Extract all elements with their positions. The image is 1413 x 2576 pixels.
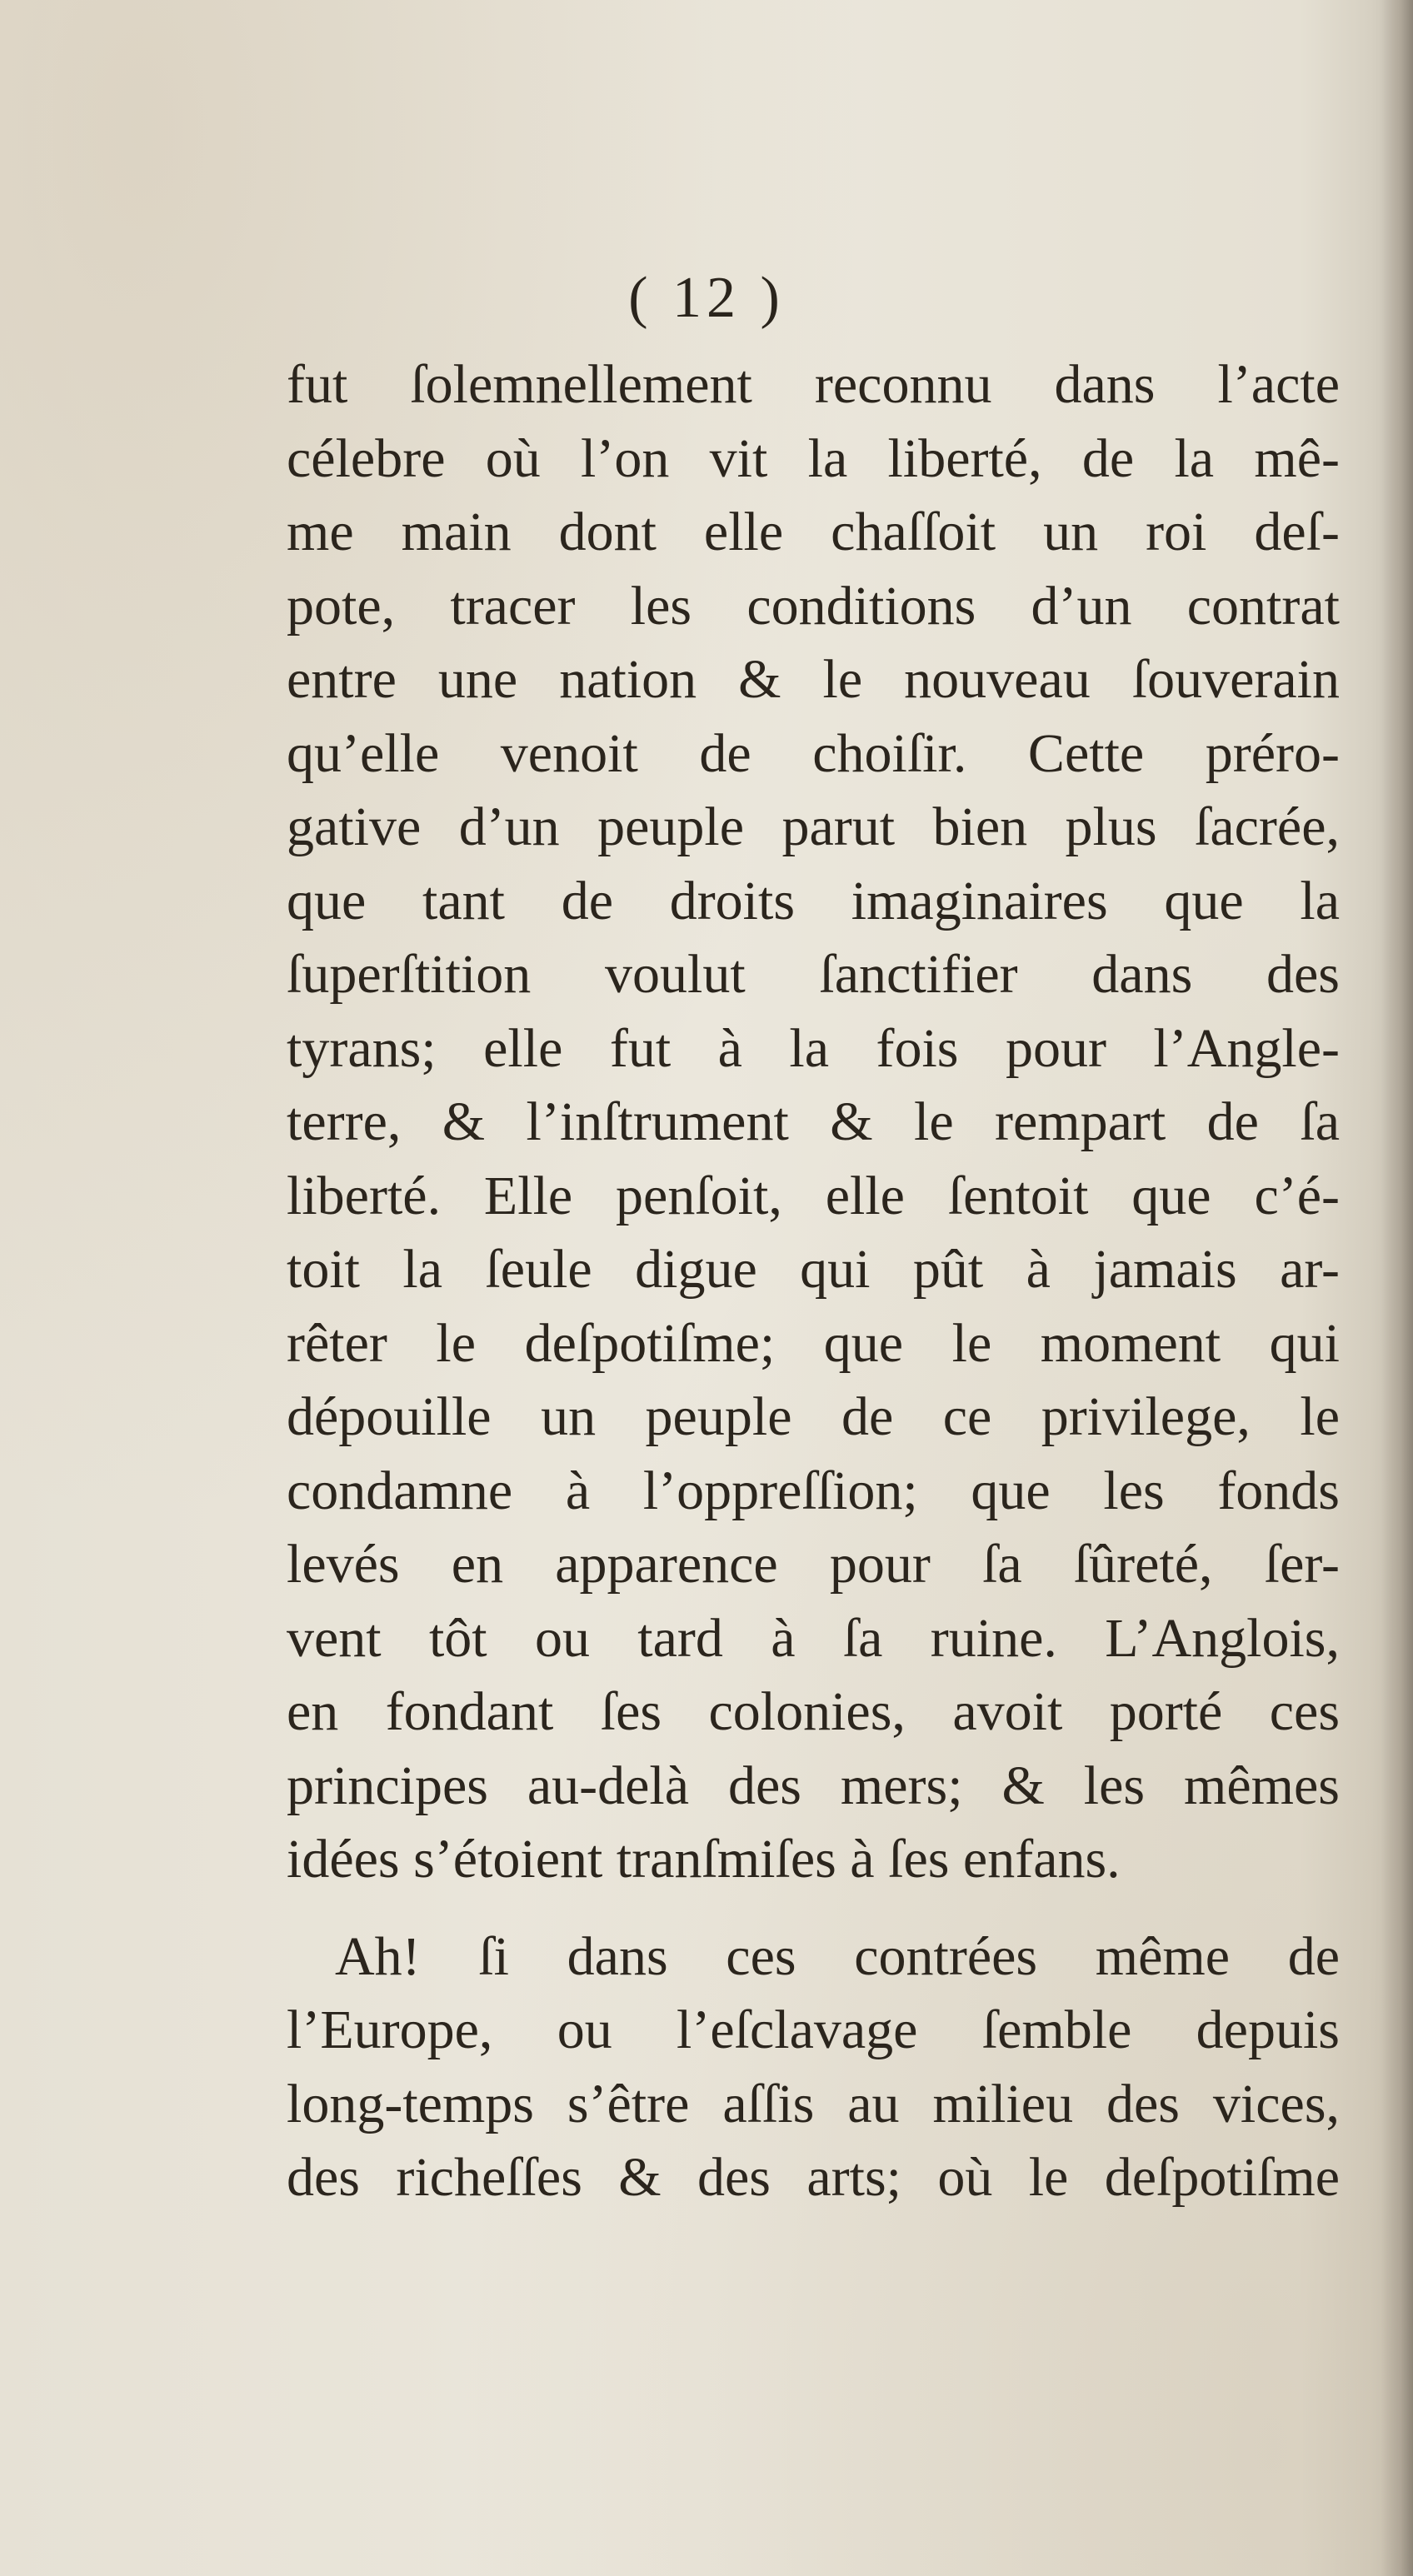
text-line: liberté. Elle penſoit, elle ſentoit que c’é-	[287, 1165, 1340, 1226]
text-line: vent tôt ou tard à ſa ruine. L’Anglois,	[287, 1607, 1340, 1669]
paragraph-gap	[287, 1897, 1340, 1920]
text-line: terre, & l’inſtrument & le rempart de ſa	[287, 1091, 1340, 1152]
page-number: ( 12 )	[628, 266, 785, 330]
text-line: fut ſolemnellement reconnu dans l’acte	[287, 354, 1340, 415]
text-line: dépouille un peuple de ce privilege, le	[287, 1386, 1340, 1447]
text-line: ſuperſtition voulut ſanctifier dans des	[287, 944, 1340, 1005]
body-text	[287, 348, 1340, 2215]
text-line: l’Europe, ou l’eſclavage ſemble depuis	[287, 1999, 1340, 2060]
text-line: condamne à l’oppreſſion; que les fonds	[287, 1460, 1340, 1521]
text-line: pote, tracer les conditions d’un contrat	[287, 575, 1340, 637]
text-line: Ah! ſi dans ces contrées même de	[335, 1925, 1340, 1987]
text-line: levés en apparence pour ſa ſûreté, ſer-	[287, 1534, 1340, 1595]
text-line: entre une nation & le nouveau ſouverain	[287, 649, 1340, 710]
text-line: idées s’étoient tranſmiſes à ſes enfans.	[287, 1829, 1121, 1890]
text-line: toit la ſeule digue qui pût à jamais ar-	[287, 1239, 1340, 1300]
text-line: rêter le deſpotiſme; que le moment qui	[287, 1312, 1340, 1374]
text-line: célebre où l’on vit la liberté, de la mê-	[287, 427, 1340, 489]
text-line: que tant de droits imaginaires que la	[287, 870, 1340, 931]
text-line: en fondant ſes colonies, avoit porté ces	[287, 1681, 1340, 1742]
text-line: gative d’un peuple parut bien plus ſacrée,	[287, 796, 1340, 857]
page-edge-shadow	[1381, 0, 1413, 2576]
text-line: des richeſſes & des arts; où le deſpotiſme	[287, 2147, 1340, 2208]
text-line: long-temps s’être aſſis au milieu des vices,	[287, 2073, 1340, 2134]
text-line: qu’elle venoit de choiſir. Cette préro-	[287, 722, 1340, 784]
text-line: principes au-delà des mers; & les mêmes	[287, 1755, 1340, 1816]
text-line: me main dont elle chaſſoit un roi deſ-	[287, 502, 1340, 562]
text-line: tyrans; elle fut à la fois pour l’Angle-	[287, 1017, 1340, 1079]
paragraph-2	[287, 1920, 1340, 2215]
paragraph-1	[287, 348, 1340, 1897]
